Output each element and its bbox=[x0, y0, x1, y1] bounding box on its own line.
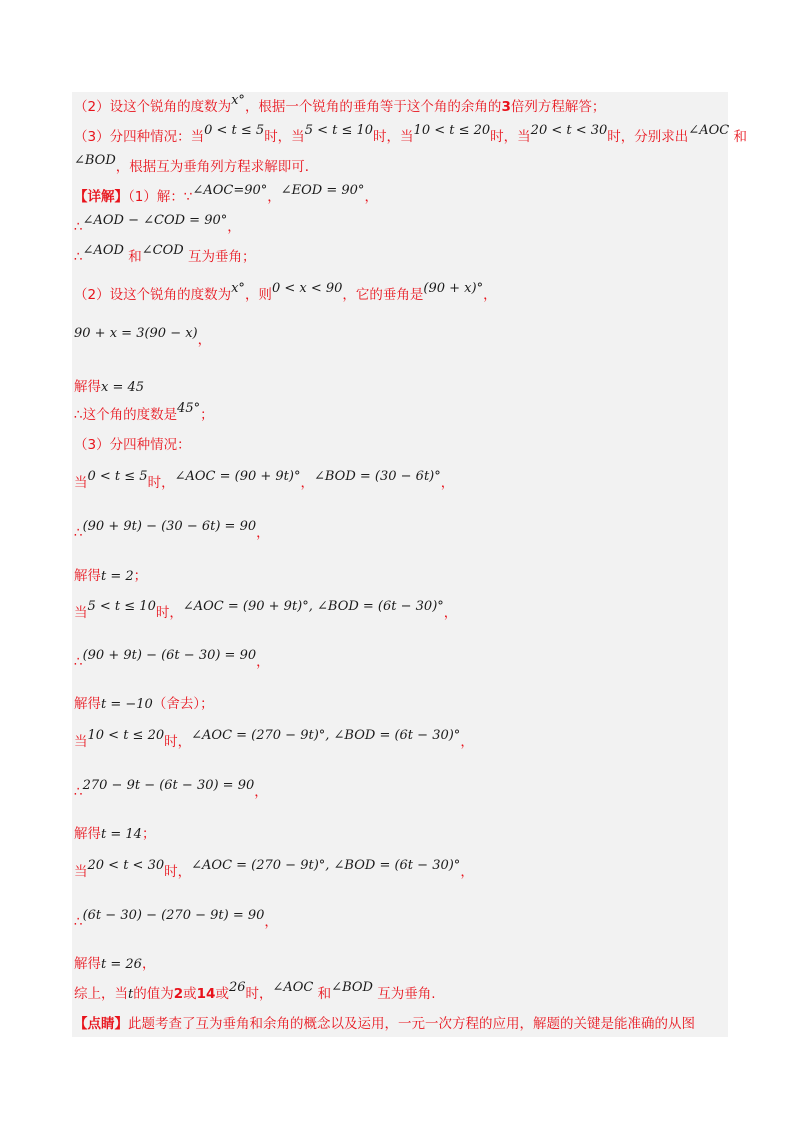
text-run: 时， bbox=[164, 734, 192, 750]
text-run: ， bbox=[300, 475, 314, 491]
text-run: 时，当 bbox=[264, 129, 305, 145]
line-eq-1 bbox=[74, 326, 212, 351]
text-run: 和 bbox=[313, 986, 332, 1002]
text-run: 倍列方程解答； bbox=[510, 99, 606, 115]
math-expression: 0 < t ≤ 5 bbox=[204, 123, 265, 138]
line-c4-eq bbox=[74, 908, 278, 933]
text-run: （舍去）； bbox=[152, 696, 214, 712]
text-run: 当 bbox=[74, 475, 88, 491]
text-run: （2）设这个锐角的度数为 bbox=[74, 99, 232, 115]
text-run: ， bbox=[141, 956, 156, 972]
math-expression: t = 26 bbox=[101, 957, 142, 972]
math-expression: 45° bbox=[177, 401, 201, 416]
math-expression: 20 < t < 30 bbox=[87, 858, 165, 873]
text-run: 解得 bbox=[74, 826, 101, 842]
math-expression: ∠AOC = (90 + 9t)° bbox=[174, 469, 301, 484]
math-expression: t = 14 bbox=[101, 827, 142, 842]
text-run: ， bbox=[483, 287, 497, 303]
math-expression: t = −10 bbox=[101, 697, 153, 712]
math-expression: ∠EOD = 90° bbox=[280, 183, 365, 198]
math-expression: 90 + x = 3(90 − x) bbox=[74, 326, 198, 341]
text-run: 时，当 bbox=[490, 129, 531, 145]
line-comment bbox=[74, 1014, 695, 1034]
text-run: 时， bbox=[147, 475, 175, 491]
text-run: ， bbox=[460, 864, 474, 880]
line-ans-1 bbox=[74, 401, 214, 426]
math-expression: 5 < t ≤ 10 bbox=[87, 599, 156, 614]
text-run: ； bbox=[141, 826, 156, 842]
text-run: 时， bbox=[245, 986, 273, 1002]
math-expression: (90 + 9t) − (6t − 30) = 90 bbox=[82, 648, 257, 663]
line-p2-hint bbox=[74, 93, 606, 118]
math-expression: ∠AOD bbox=[82, 243, 124, 258]
math-expression: 0 < t ≤ 5 bbox=[87, 469, 148, 484]
text-run: 时， bbox=[155, 605, 183, 621]
text-run: ， bbox=[443, 605, 458, 621]
math-expression: 10 < t ≤ 20 bbox=[87, 728, 165, 743]
math-expression: 20 < t < 30 bbox=[530, 123, 608, 138]
math-expression: x° bbox=[231, 281, 245, 296]
text-run: 或 bbox=[215, 986, 229, 1002]
math-expression: ∠AOC bbox=[272, 980, 314, 995]
line-summary bbox=[74, 980, 436, 1005]
text-run: ， bbox=[256, 654, 270, 670]
line-c4-sol bbox=[74, 954, 155, 975]
line-c3-eq bbox=[74, 778, 268, 803]
line-c2-eq bbox=[74, 648, 270, 673]
math-expression: ∠AOC = (270 − 9t)°, ∠BOD = (6t − 30)° bbox=[191, 728, 461, 743]
math-expression: ∠AOC bbox=[688, 123, 730, 138]
text-run: ，则 bbox=[244, 287, 272, 303]
math-expression: (90 + 9t) − (30 − 6t) = 90 bbox=[82, 519, 257, 534]
text-run: 3 bbox=[501, 99, 511, 115]
line-c2-sol bbox=[74, 694, 214, 715]
text-run: 互为垂角； bbox=[183, 249, 256, 265]
line-c3-sol bbox=[74, 824, 155, 845]
math-expression: 5 < t ≤ 10 bbox=[304, 123, 374, 138]
math-expression: 10 < t ≤ 20 bbox=[413, 123, 491, 138]
math-expression: ∠AOD − ∠COD = 90° bbox=[82, 213, 228, 228]
text-run: 和 bbox=[729, 129, 747, 145]
text-run: ， bbox=[197, 332, 212, 348]
math-expression: ∠COD bbox=[141, 243, 184, 258]
line-c1-eq bbox=[74, 519, 270, 544]
line-p3-hint-b bbox=[74, 153, 319, 178]
math-expression: x = 45 bbox=[101, 380, 145, 395]
math-expression: 0 < x < 90 bbox=[271, 281, 343, 296]
text-run: ， bbox=[267, 189, 281, 205]
line-c1 bbox=[74, 469, 455, 494]
math-expression: t bbox=[128, 987, 134, 1002]
text-run: 当 bbox=[74, 864, 88, 880]
text-run: 此题考查了互为垂角和余角的概念以及运用，一元一次方程的应用，解题的关键是能准确的从图 bbox=[128, 1016, 695, 1032]
text-run: 当 bbox=[74, 734, 88, 750]
text-run: 的值为 bbox=[133, 986, 174, 1002]
text-run: 解得 bbox=[74, 956, 101, 972]
text-run: 2 bbox=[173, 986, 184, 1002]
text-run: 或 bbox=[183, 986, 197, 1002]
text-run: ∴ bbox=[74, 784, 83, 800]
line-sol-1 bbox=[74, 377, 144, 398]
math-expression: ∠BOD = (30 − 6t)° bbox=[313, 469, 441, 484]
text-run: ，根据互为垂角列方程求解即可． bbox=[115, 159, 319, 175]
line-c1-sol bbox=[74, 566, 147, 587]
text-run: ， bbox=[264, 914, 278, 930]
text-run: ， bbox=[364, 189, 378, 205]
text-run: ∴ bbox=[74, 219, 83, 235]
text-run: ， bbox=[256, 525, 270, 541]
text-run: ∴ bbox=[74, 914, 83, 930]
text-run: ； bbox=[200, 407, 214, 423]
math-expression: (90 + x)° bbox=[423, 281, 484, 296]
text-run: （3）分四种情况： bbox=[74, 437, 191, 453]
line-detail-1 bbox=[74, 183, 378, 208]
math-expression: 26 bbox=[228, 980, 246, 995]
text-run: （3）分四种情况：当 bbox=[74, 129, 205, 145]
line-c3 bbox=[74, 728, 474, 753]
math-expression: 270 − 9t − (6t − 30) = 90 bbox=[82, 778, 255, 793]
text-run: ∴ bbox=[74, 654, 83, 670]
text-run: 解得 bbox=[74, 379, 101, 395]
text-run: ； bbox=[133, 568, 148, 584]
text-run: 当 bbox=[74, 605, 88, 621]
math-expression: ∠AOC = (270 − 9t)°, ∠BOD = (6t − 30)° bbox=[191, 858, 461, 873]
text-run: 【详解】 bbox=[74, 189, 128, 205]
line-detail-2 bbox=[74, 213, 241, 238]
text-run: 和 bbox=[123, 249, 142, 265]
text-run: （2）设这个锐角的度数为 bbox=[74, 287, 232, 303]
text-run: 时，当 bbox=[373, 129, 414, 145]
text-run: 时， bbox=[164, 864, 192, 880]
text-run: ，根据一个锐角的垂角等于这个角的余角的 bbox=[244, 99, 502, 115]
math-expression: t = 2 bbox=[101, 569, 134, 584]
math-expression: (6t − 30) − (270 − 9t) = 90 bbox=[82, 908, 265, 923]
text-run: ， bbox=[460, 734, 474, 750]
math-expression: ∠BOD bbox=[74, 153, 116, 168]
line-p3-hint-a bbox=[74, 123, 747, 148]
text-run: ，它的垂角是 bbox=[342, 287, 424, 303]
text-run: 14 bbox=[196, 986, 216, 1002]
line-c2 bbox=[74, 599, 458, 624]
text-run: ∴ bbox=[74, 525, 83, 541]
text-run: ， bbox=[440, 475, 455, 491]
text-run: 解得 bbox=[74, 696, 101, 712]
text-run: 【点睛】 bbox=[74, 1016, 128, 1032]
text-run: ， bbox=[227, 219, 241, 235]
line-detail-3 bbox=[74, 243, 256, 268]
text-run: 互为垂角. bbox=[372, 986, 436, 1002]
math-expression: ∠BOD bbox=[331, 980, 373, 995]
line-c4 bbox=[74, 858, 474, 883]
line-p3 bbox=[74, 435, 191, 455]
text-run: 时，分别求出 bbox=[607, 129, 689, 145]
text-run: ∴ bbox=[74, 249, 83, 265]
text-run: （1）解：∵ bbox=[128, 189, 193, 205]
line-detail-4 bbox=[74, 281, 497, 306]
math-expression: ∠AOC = (90 + 9t)°, ∠BOD = (6t − 30)° bbox=[182, 599, 444, 614]
text-run: ， bbox=[254, 784, 268, 800]
text-run: ∴这个角的度数是 bbox=[74, 407, 178, 423]
math-expression: x° bbox=[231, 93, 245, 108]
math-expression: ∠AOC=90° bbox=[192, 183, 268, 198]
text-run: 综上，当 bbox=[74, 986, 128, 1002]
text-run: 解得 bbox=[74, 568, 101, 584]
